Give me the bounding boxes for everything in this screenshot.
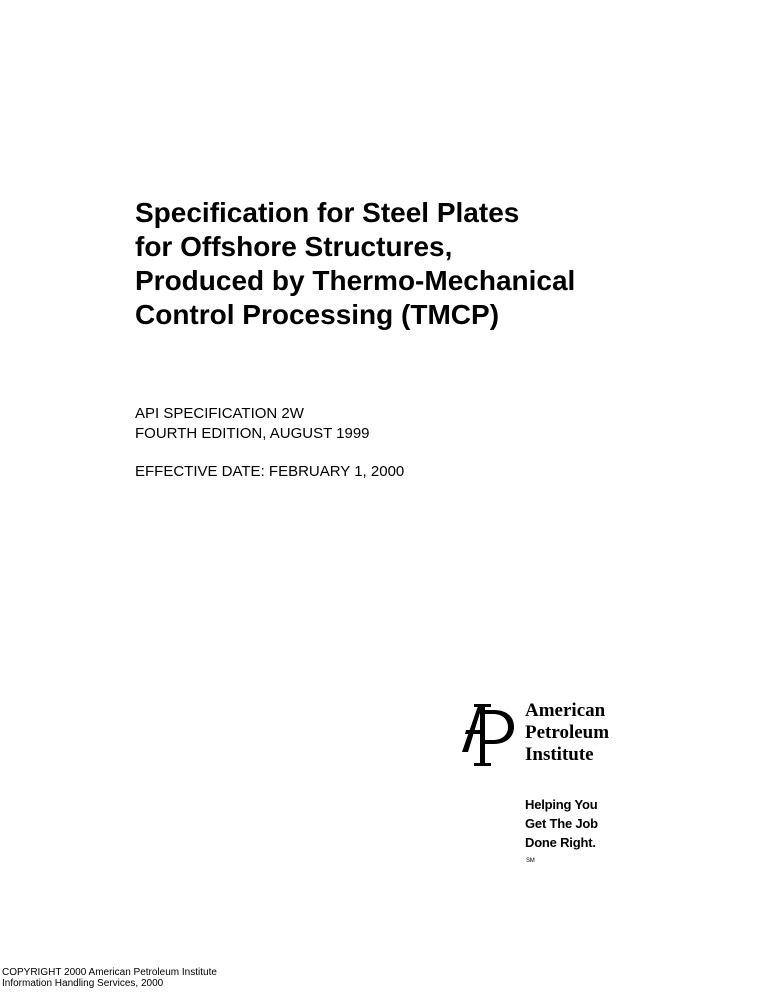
effective-date-block (135, 462, 404, 482)
spec-edition: FOURTH EDITION, AUGUST 1999 (135, 425, 370, 442)
effective-date: EFFECTIVE DATE: FEBRUARY 1, 2000 (135, 463, 405, 480)
copyright-footer (2, 967, 217, 989)
spec-number: API SPECIFICATION 2W (135, 405, 304, 422)
provider-text: Information Handling Services, 2000 (2, 978, 164, 989)
copyright-text: COPYRIGHT 2000 American Petroleum Institute (2, 967, 217, 978)
title-line: Specification for Steel Plates (135, 197, 520, 228)
slogan-line-last (525, 833, 598, 872)
organization-name (525, 700, 609, 766)
service-mark: SM (526, 858, 535, 864)
document-title (135, 196, 655, 332)
specification-info (135, 404, 370, 444)
slogan-line: Get The Job (525, 816, 598, 831)
title-line: Control Processing (TMCP) (135, 299, 500, 330)
slogan-line: Helping You (525, 797, 598, 812)
org-name-line: Petroleum (525, 722, 610, 743)
org-name-line: American (525, 700, 606, 721)
api-monogram-icon (458, 700, 520, 770)
title-line: Produced by Thermo-Mechanical (135, 265, 576, 296)
slogan (525, 795, 598, 872)
slogan-line: Done Right. (525, 835, 596, 850)
org-name-line: Institute (525, 744, 594, 765)
title-line: for Offshore Structures, (135, 231, 453, 262)
